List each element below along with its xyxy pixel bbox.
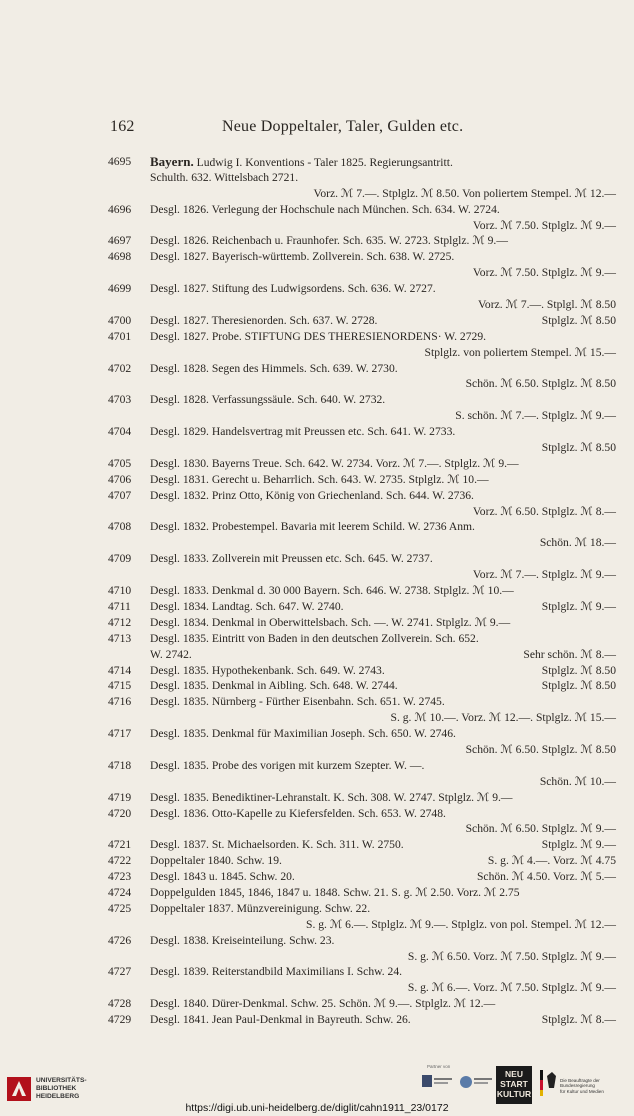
price-text: Stplglz. ℳ 9.— — [541, 599, 616, 613]
catalog-line — [108, 774, 616, 790]
entry-number: 4722 — [108, 854, 132, 868]
catalog-line — [108, 567, 616, 583]
library-name: UNIVERSITÄTS- BIBLIOTHEK HEIDELBERG — [36, 1077, 87, 1100]
price-text: Schön. ℳ 18.— — [539, 536, 616, 550]
entry-text: Desgl. 1826. Reichenbach u. Fraunhofer. Sch. 635. W. 2723. Stplglz. ℳ 9.— — [150, 234, 508, 248]
catalog-line — [108, 647, 616, 663]
entry-text: Desgl. 1827. Theresienorden. Sch. 637. W. 2728. — [150, 313, 378, 327]
entry-text: W. 2742. — [150, 647, 192, 661]
entry-text: Desgl. 1833. Denkmal d. 30 000 Bayern. Sch. 646. W. 2738. Stplglz. ℳ 10.— — [150, 584, 514, 598]
partner-logo-2[interactable] — [458, 1072, 494, 1092]
catalog-line — [108, 551, 616, 567]
entry-number: 4718 — [108, 758, 132, 772]
catalog-line — [108, 837, 616, 853]
catalog-line — [108, 249, 616, 265]
entry-number: 4729 — [108, 1013, 132, 1027]
catalog-line — [108, 504, 616, 520]
price-text: Schön. ℳ 4.50. Vorz. ℳ 5.— — [476, 870, 616, 884]
entry-text: Desgl. 1835. Denkmal in Aibling. Sch. 648. W. 2744. — [150, 679, 398, 693]
price-text: Stplglz. ℳ 9.— — [541, 838, 616, 852]
entry-number: 4702 — [108, 361, 132, 375]
entry-number: 4723 — [108, 870, 132, 884]
entry-number: 4717 — [108, 727, 132, 741]
entry-text: Desgl. 1832. Probestempel. Bavaria mit leerem Schild. W. 2736 Anm. — [150, 520, 475, 534]
catalog-line — [108, 790, 616, 806]
catalog-line — [108, 424, 616, 440]
price-text: Stplglz. ℳ 8.50 — [541, 313, 616, 327]
price-text: S. g. ℳ 6.—. Stplglz. ℳ 9.—. Stplglz. von pol. Stempel. ℳ 12.— — [306, 917, 616, 931]
price-text: Schön. ℳ 10.— — [539, 774, 616, 788]
catalog-list — [108, 154, 616, 1028]
price-text: Stplglz. von poliertem Stempel. ℳ 15.— — [424, 345, 616, 359]
section-heading: Bayern. — [150, 154, 194, 169]
entry-number: 4714 — [108, 663, 132, 677]
catalog-line — [108, 345, 616, 361]
catalog-line — [108, 583, 616, 599]
entry-number: 4724 — [108, 885, 132, 899]
catalog-line — [108, 694, 616, 710]
entry-text: Desgl. 1837. St. Michaelsorden. K. Sch. 311. W. 2750. — [150, 838, 404, 852]
entry-text: Desgl. 1836. Otto-Kapelle zu Kiefersfelden. Sch. 653. W. 2748. — [150, 806, 446, 820]
bkm-logo[interactable]: Die Beauftragte der Bundesregierung für Kultur und Medien — [538, 1068, 630, 1100]
price-text: S. g. ℳ 6.50. Vorz. ℳ 7.50. Stplglz. ℳ 9.— — [407, 949, 616, 963]
price-text: S. g. ℳ 10.—. Vorz. ℳ 12.—. Stplglz. ℳ 15.— — [390, 711, 616, 725]
catalog-line — [108, 376, 616, 392]
entry-text: Desgl. 1829. Handelsvertrag mit Preussen etc. Sch. 641. W. 2733. — [150, 425, 456, 439]
catalog-line — [108, 488, 616, 504]
entry-text: Desgl. 1835. Probe des vorigen mit kurzem Szepter. W. —. — [150, 758, 425, 772]
entry-number: 4719 — [108, 790, 132, 804]
entry-text: Desgl. 1835. Denkmal für Maximilian Joseph. Sch. 650. W. 2746. — [150, 727, 456, 741]
catalog-line — [108, 663, 616, 679]
entry-text: Desgl. 1828. Segen des Himmels. Sch. 639. W. 2730. — [150, 361, 398, 375]
catalog-line — [108, 726, 616, 742]
partner-logo-1[interactable] — [420, 1072, 454, 1092]
entry-number: 4697 — [108, 234, 132, 248]
entry-text: Desgl. 1838. Kreiseinteilung. Schw. 23. — [150, 933, 335, 947]
entry-number: 4696 — [108, 202, 132, 216]
entry-text-cont: Ludwig I. Konventions - Taler 1825. Regierungsantritt. — [196, 156, 453, 169]
entry-text: Doppeltaler 1837. Münzvereinigung. Schw. 22. — [150, 901, 371, 915]
price-text: S. schön. ℳ 7.—. Stplglz. ℳ 9.— — [455, 409, 616, 423]
price-text: Vorz. ℳ 7.50. Stplglz. ℳ 9.— — [472, 266, 616, 280]
catalog-line — [108, 297, 616, 313]
price-text: Vorz. ℳ 7.—. Stplgl. ℳ 8.50 — [478, 298, 616, 312]
catalog-line — [108, 615, 616, 631]
catalog-line — [108, 901, 616, 917]
price-text: Schön. ℳ 6.50. Stplglz. ℳ 8.50 — [465, 742, 616, 756]
price-text: Stplglz. ℳ 8.50 — [541, 679, 616, 693]
entry-text: Desgl. 1840. Dürer-Denkmal. Schw. 25. Schön. ℳ 9.—. Stplglz. ℳ 12.— — [150, 997, 496, 1011]
catalog-line — [108, 519, 616, 535]
catalog-line — [108, 806, 616, 822]
price-text: Stplglz. ℳ 8.— — [541, 1013, 616, 1027]
page-title: Neue Doppeltaler, Taler, Gulden etc. — [222, 118, 464, 135]
federal-eagle-icon — [538, 1068, 558, 1098]
entry-number: 4706 — [108, 472, 132, 486]
catalog-line — [108, 631, 616, 647]
price-text: Vorz. ℳ 7.—. Stplglz. ℳ 9.— — [472, 568, 616, 582]
catalog-line — [108, 710, 616, 726]
entry-text: Desgl. 1839. Reiterstandbild Maximilians I. Schw. 24. — [150, 965, 403, 979]
university-library-logo[interactable] — [6, 1076, 32, 1102]
catalog-line — [108, 170, 616, 186]
price-text: Sehr schön. ℳ 8.— — [523, 647, 616, 661]
entry-text: Desgl. 1835. Hypothekenbank. Sch. 649. W. 2743. — [150, 663, 385, 677]
catalog-line — [108, 996, 616, 1012]
catalog-line — [108, 186, 616, 202]
source-url[interactable]: https://digi.ub.uni-heidelberg.de/diglit/cahn1911_23/0172 — [185, 1102, 449, 1114]
entry-number: 4710 — [108, 584, 132, 598]
catalog-line — [108, 1012, 616, 1028]
catalog-line — [108, 885, 616, 901]
price-text: Vorz. ℳ 6.50. Stplglz. ℳ 8.— — [472, 504, 616, 518]
catalog-line — [108, 949, 616, 965]
entry-text: Desgl. 1827. Stiftung des Ludwigsordens. Sch. 636. W. 2727. — [150, 282, 436, 296]
price-text: Stplglz. ℳ 8.50 — [541, 663, 616, 677]
entry-number: 4708 — [108, 520, 132, 534]
entry-text: Doppeltaler 1840. Schw. 19. — [150, 854, 282, 868]
entry-text: Desgl. 1827. Probe. STIFTUNG DES THERESIENORDENS· W. 2729. — [150, 329, 487, 343]
catalog-line — [108, 917, 616, 933]
price-text: Vorz. ℳ 7.—. Stplglz. ℳ 8.50. Von poliertem Stempel. ℳ 12.— — [313, 186, 616, 200]
entry-number: 4707 — [108, 488, 132, 502]
price-text: S. g. ℳ 4.—. Vorz. ℳ 4.75 — [487, 854, 616, 868]
entry-text: Desgl. 1843 u. 1845. Schw. 20. — [150, 870, 295, 884]
entry-number: 4709 — [108, 552, 132, 566]
entry-number: 4698 — [108, 250, 132, 264]
entry-number: 4726 — [108, 933, 132, 947]
entry-text: Desgl. 1834. Denkmal in Oberwittelsbach. Sch. —. W. 2741. Stplglz. ℳ 9.— — [150, 615, 511, 629]
catalog-line — [108, 472, 616, 488]
catalog-line — [108, 535, 616, 551]
entry-number: 4703 — [108, 393, 132, 407]
entry-number: 4712 — [108, 615, 132, 629]
footer — [0, 1062, 634, 1116]
catalog-line — [108, 361, 616, 377]
entry-number: 4699 — [108, 282, 132, 296]
page-number: 162 — [110, 118, 135, 135]
entry-number: 4727 — [108, 965, 132, 979]
catalog-line — [108, 154, 616, 170]
entry-text: Desgl. 1835. Benediktiner-Lehranstalt. K. Sch. 308. W. 2747. Stplglz. ℳ 9.— — [150, 790, 513, 804]
catalog-line — [108, 853, 616, 869]
entry-text: Desgl. 1834. Landtag. Sch. 647. W. 2740. — [150, 599, 344, 613]
catalog-line — [108, 869, 616, 885]
entry-text: Desgl. 1828. Verfassungssäule. Sch. 640. W. 2732. — [150, 393, 386, 407]
price-text: Schön. ℳ 6.50. Stplglz. ℳ 9.— — [465, 822, 616, 836]
catalog-line — [108, 202, 616, 218]
entry-number: 4720 — [108, 806, 132, 820]
entry-text: Desgl. 1841. Jean Paul-Denkmal in Bayreuth. Schw. 26. — [150, 1013, 411, 1027]
price-text: S. g. ℳ 6.—. Vorz. ℳ 7.50. Stplglz. ℳ 9.— — [407, 981, 616, 995]
catalog-line — [108, 218, 616, 234]
catalog-line — [108, 964, 616, 980]
entry-number: 4700 — [108, 313, 132, 327]
catalog-line — [108, 313, 616, 329]
catalog-line — [108, 758, 616, 774]
entry-number: 4725 — [108, 901, 132, 915]
price-text: Vorz. ℳ 7.50. Stplglz. ℳ 9.— — [472, 218, 616, 232]
entry-text: Doppelgulden 1845, 1846, 1847 u. 1848. Schw. 21. S. g. ℳ 2.50. Vorz. ℳ 2.75 — [150, 885, 520, 899]
catalog-line — [108, 821, 616, 837]
entry-number: 4711 — [108, 599, 131, 613]
partner-label: Partner von — [427, 1064, 451, 1069]
entry-text: Desgl. 1830. Bayerns Treue. Sch. 642. W. 2734. Vorz. ℳ 7.—. Stplglz. ℳ 9.— — [150, 456, 519, 470]
entry-number: 4713 — [108, 631, 132, 645]
entry-text: Desgl. 1826. Verlegung der Hochschule nach München. Sch. 634. W. 2724. — [150, 202, 500, 216]
catalog-line — [108, 233, 616, 249]
entry-text: Desgl. 1832. Prinz Otto, König von Griechenland. Sch. 644. W. 2736. — [150, 488, 474, 502]
catalog-line — [108, 933, 616, 949]
entry-number: 4728 — [108, 997, 132, 1011]
catalog-line — [108, 440, 616, 456]
entry-number: 4695 — [108, 155, 132, 168]
entry-text: Desgl. 1833. Zollverein mit Preussen etc. Sch. 645. W. 2737. — [150, 552, 433, 566]
entry-number: 4701 — [108, 329, 132, 343]
catalog-line — [108, 678, 616, 694]
catalog-line — [108, 980, 616, 996]
price-text: Stplglz. ℳ 8.50 — [541, 441, 616, 455]
catalog-line — [108, 329, 616, 345]
entry-text: Desgl. 1827. Bayerisch-württemb. Zollverein. Sch. 638. W. 2725. — [150, 250, 455, 264]
catalog-line — [108, 408, 616, 424]
catalog-line — [108, 265, 616, 281]
catalog-line — [108, 599, 616, 615]
entry-text: Schulth. 632. Wittelsbach 2721. — [150, 170, 299, 184]
entry-number: 4704 — [108, 425, 132, 439]
catalog-line — [108, 392, 616, 408]
entry-text: Desgl. 1831. Gerecht u. Beharrlich. Sch. 643. W. 2735. Stplglz. ℳ 10.— — [150, 472, 489, 486]
neustart-kultur-logo[interactable]: NEU START KULTUR — [496, 1066, 532, 1104]
entry-number: 4721 — [108, 838, 132, 852]
entry-number: 4715 — [108, 679, 132, 693]
price-text: Schön. ℳ 6.50. Stplglz. ℳ 8.50 — [465, 377, 616, 391]
catalog-line — [108, 742, 616, 758]
catalog-line — [108, 281, 616, 297]
catalog-line — [108, 456, 616, 472]
entry-number: 4705 — [108, 456, 132, 470]
entry-text — [150, 154, 453, 171]
entry-text: Desgl. 1835. Nürnberg - Fürther Eisenbahn. Sch. 651. W. 2745. — [150, 695, 445, 709]
entry-number: 4716 — [108, 695, 132, 709]
entry-text: Desgl. 1835. Eintritt von Baden in den deutschen Zollverein. Sch. 652. — [150, 631, 479, 645]
